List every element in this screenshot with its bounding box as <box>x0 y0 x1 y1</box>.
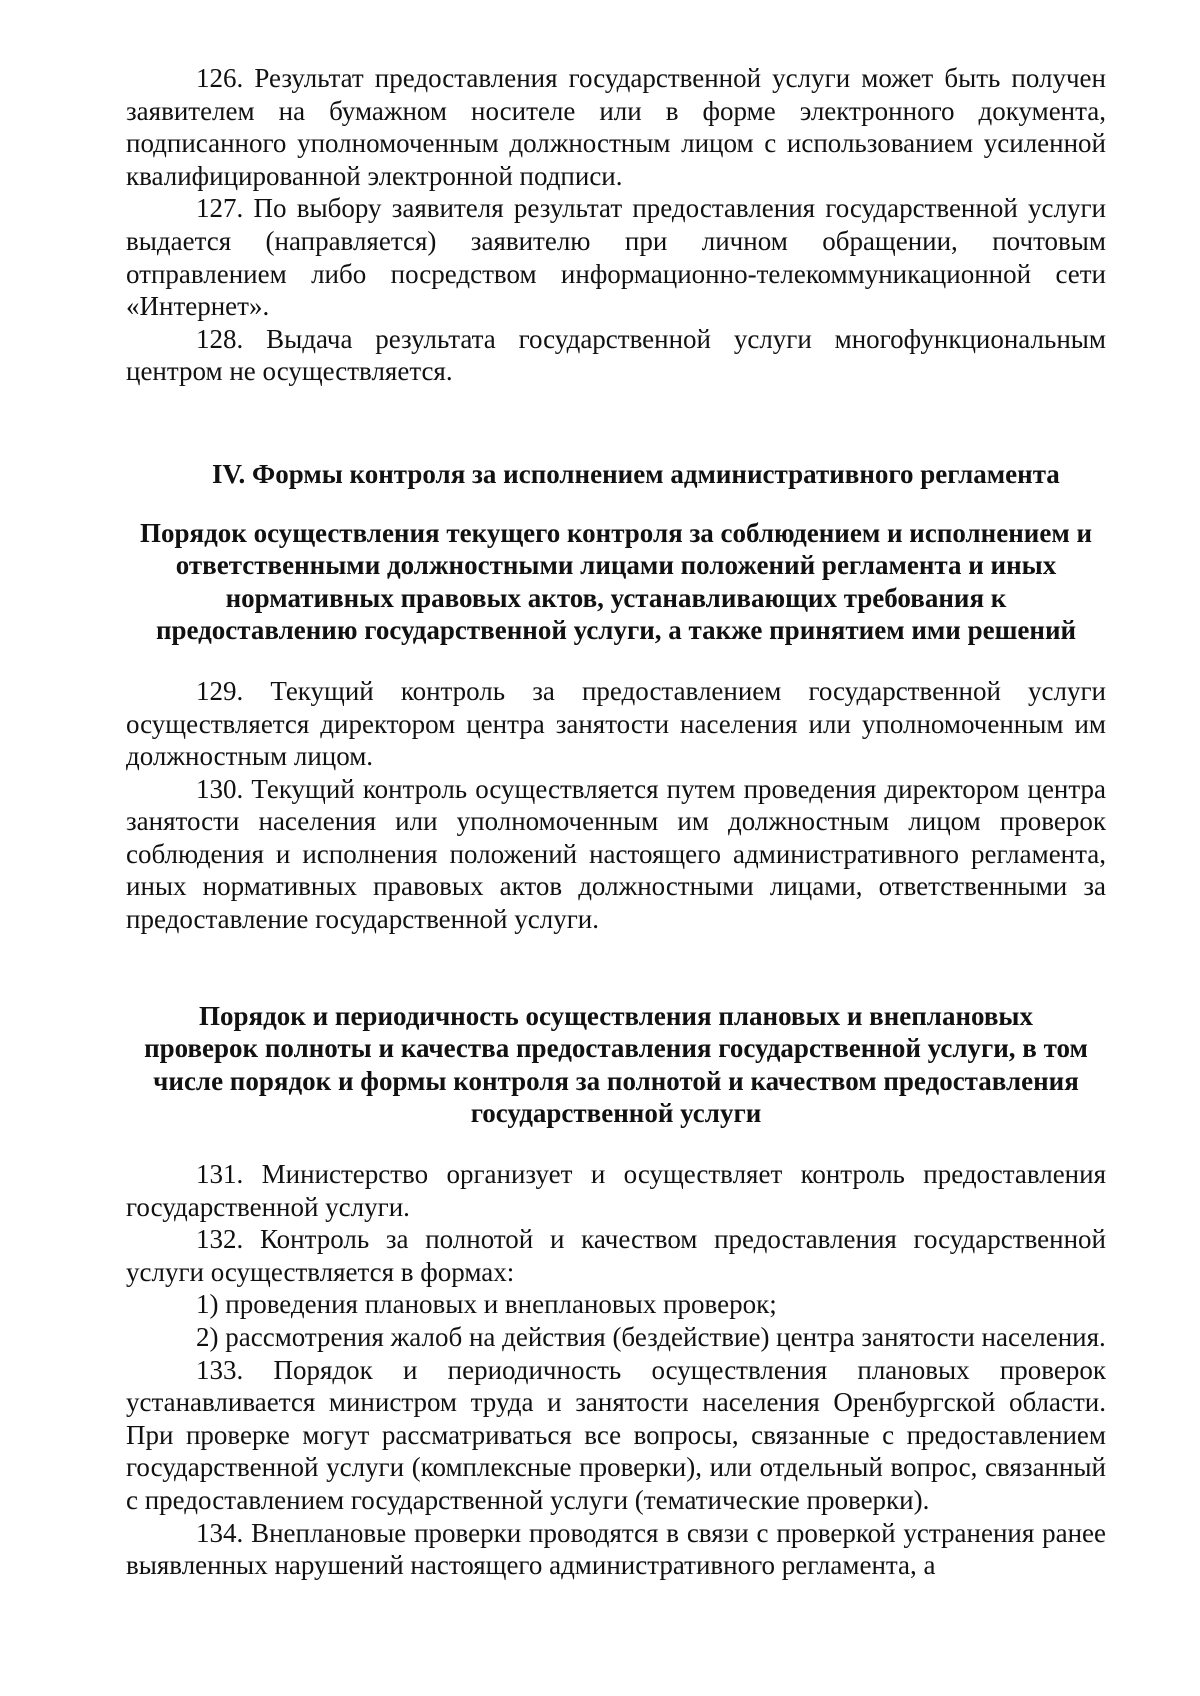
paragraph-128: 128. Выдача результата государственной услуги многофункциональным центром не осуществляется. <box>126 323 1106 387</box>
document-page <box>126 62 1106 1582</box>
paragraph-134: 134. Внеплановые проверки проводятся в связи с проверкой устранения ранее выявленных нарушений настоящего административного регламента, а <box>126 1517 1106 1581</box>
paragraph-131: 131. Министерство организует и осуществляет контроль предоставления государственной услуги. <box>126 1159 1106 1222</box>
list-item-2: 2) рассмотрения жалоб на действия (бездействие) центра занятости населения. <box>196 1322 1106 1352</box>
paragraph-129: 129. Текущий контроль за предоставлением государственной услуги осуществляется директором центра занятости населения или уполномоченным им должностным лицом. <box>126 675 1106 772</box>
paragraph-127: 127. По выбору заявителя результат предоставления государственной услуги выдается (направляется) заявителю при личном обращении, почтовым отправлением либо посредством информационно-телекоммуникационной сети «Интернет». <box>126 193 1106 322</box>
list-item-1: 1) проведения плановых и внеплановых проверок; <box>196 1289 777 1320</box>
paragraph-130: 130. Текущий контроль осуществляется путем проведения директором центра занятости населения или уполномоченным им должностным лицом проверок соблюдения и исполнения положений настоящего административного регламента, иных нормативных правовых актов должностными лицами, ответственными за предоставление государственной услуги. <box>126 773 1106 935</box>
paragraph-133: 133. Порядок и периодичность осуществления плановых проверок устанавливается министром труда и занятости населения Оренбургской области. При проверке могут рассматриваться все вопросы, связанные с предоставлением государственной услуги (комплексные проверки), или отдельный вопрос, связанный с предоставлением государственной услуги (тематические проверки). <box>126 1354 1106 1515</box>
section-title: IV. Формы контроля за исполнением административного регламента <box>212 458 1060 489</box>
paragraph-126: 126. Результат предоставления государственной услуги может быть получен заявителем на бумажном носителе или в форме электронного документа, подписанного уполномоченным должностным лицом с использованием усиленной квалифицированной электронной подписи. <box>126 63 1106 191</box>
subheading-inspections: Порядок и периодичность осуществления плановых и внеплановых проверок полноты и качества предоставления государственной услуги, в том числе порядок и формы контроля за полнотой и качеством предоставления государственной услуги <box>144 1000 1088 1129</box>
subheading-current-control: Порядок осуществления текущего контроля за соблюдением и исполнением и ответственными должностными лицами положений регламента и иных нормативных правовых актов, устанавливающих требования к предоставлению государственной услуги, а также принятием ими решений <box>140 517 1093 646</box>
paragraph-132: 132. Контроль за полнотой и качеством предоставления государственной услуги осуществляется в формах: <box>126 1224 1106 1287</box>
